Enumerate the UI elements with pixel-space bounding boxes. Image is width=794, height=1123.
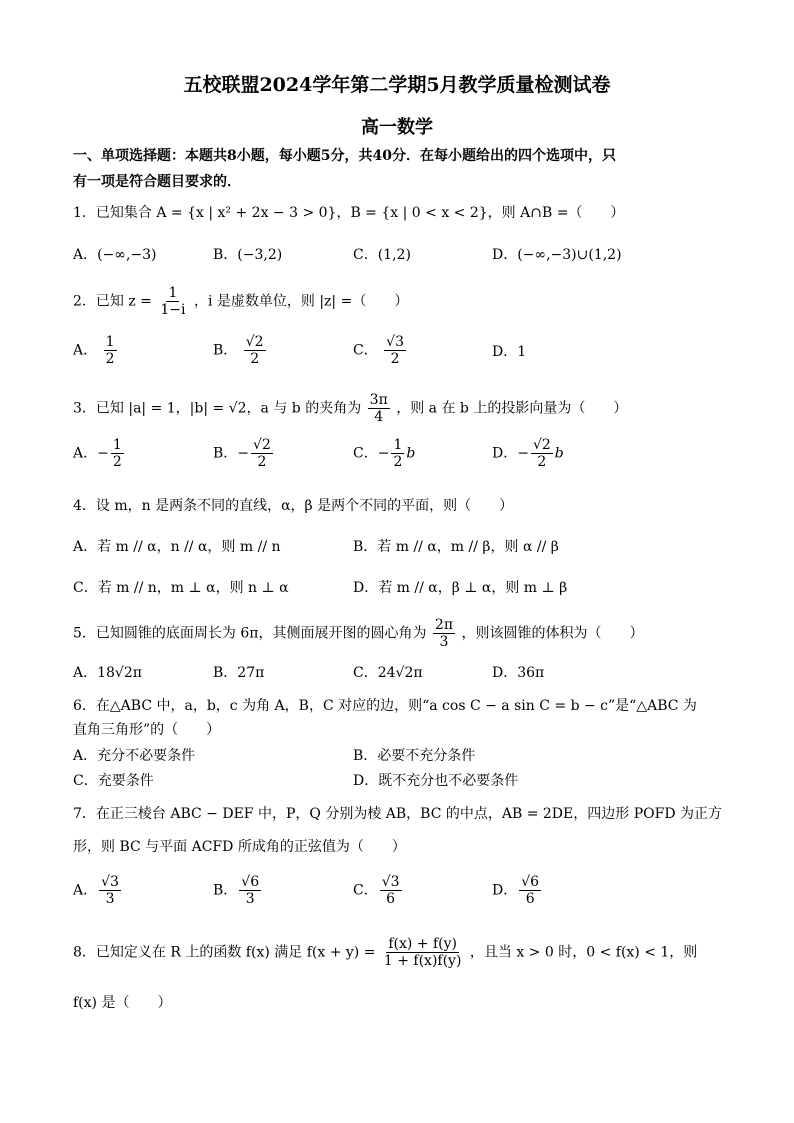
q3-option-a-den: 2 bbox=[112, 454, 122, 470]
q7-stem-line1: 7．在正三棱台 ABC − DEF 中，P，Q 分别为棱 AB，BC 的中点，AB = 2DE，四边形 POFD 为正方 bbox=[73, 806, 722, 822]
q2-option-c-den: 2 bbox=[390, 351, 400, 367]
q1-option-c: C．(1,2) bbox=[353, 247, 411, 263]
q2-option-c bbox=[353, 334, 408, 367]
q8-stem bbox=[73, 936, 697, 969]
q7-option-b-den: 3 bbox=[245, 891, 255, 907]
q3-option-b-num: √2 bbox=[253, 437, 271, 453]
q2-option-b-label: B． bbox=[213, 342, 238, 359]
q7-option-c-den: 6 bbox=[386, 891, 396, 907]
q3-option-c-den: 2 bbox=[393, 454, 403, 470]
q6-option-d: D．既不充分也不必要条件 bbox=[353, 773, 519, 789]
q2-option-b-frac bbox=[244, 334, 266, 367]
q4-option-b: B．若 m // α，m // β，则 α // β bbox=[353, 539, 559, 555]
q3-option-d-num: √2 bbox=[532, 437, 551, 453]
q7-option-a bbox=[73, 874, 123, 907]
q2-option-a-label: A． bbox=[73, 342, 98, 359]
q3-option-a bbox=[73, 437, 126, 470]
q2-option-d: D．1 bbox=[492, 344, 527, 360]
q2-option-a-den: 2 bbox=[105, 351, 115, 367]
q6-stem-line2: 直角三角形”的（ ） bbox=[73, 722, 221, 738]
q3-stem-part1: 3．已知 |a| = 1，|b| = √2，a 与 b 的夹角为 bbox=[73, 400, 362, 417]
q3-option-d-frac bbox=[531, 437, 553, 470]
q5-option-d: D．36π bbox=[492, 665, 545, 681]
q5-stem-part1: 5．已知圆锥的底面周长为 6π，其侧面展开图的圆心角为 bbox=[73, 625, 427, 642]
q3-option-d bbox=[492, 437, 564, 470]
q2-option-c-frac bbox=[384, 334, 406, 367]
q7-option-d-label: D． bbox=[492, 882, 518, 899]
q7-option-a-num: √3 bbox=[101, 874, 119, 890]
q2-fraction bbox=[158, 285, 187, 318]
q3-stem bbox=[73, 392, 627, 425]
q2-option-b-num: √2 bbox=[245, 334, 264, 350]
q5-fraction-den: 3 bbox=[439, 634, 449, 650]
q1-stem: 1．已知集合 A = {x | x² + 2x − 3 > 0}，B = {x | 0 < x < 2}，则 A∩B =（ ） bbox=[73, 205, 625, 221]
q3-stem-part2: ，则 a 在 b 上的投影向量为（ ） bbox=[396, 400, 628, 417]
exam-subject: 高一数学 bbox=[361, 117, 433, 138]
q3-option-d-label: D．− bbox=[492, 445, 529, 462]
q7-option-c-frac bbox=[380, 874, 402, 907]
q3-option-d-tail: b bbox=[554, 445, 564, 462]
q7-option-a-den: 3 bbox=[105, 891, 115, 907]
q4-option-a: A．若 m // α，n // α，则 m // n bbox=[73, 539, 281, 555]
q7-option-d-den: 6 bbox=[525, 891, 535, 907]
q8-fraction-den: 1 + f(x)f(y) bbox=[383, 953, 462, 969]
q8-fraction bbox=[382, 936, 464, 969]
q4-option-d: D．若 m // α，β ⊥ α，则 m ⊥ β bbox=[353, 580, 568, 596]
q7-option-b-label: B． bbox=[213, 882, 238, 899]
q3-option-d-den: 2 bbox=[537, 454, 547, 470]
q7-option-d-num: √6 bbox=[521, 874, 540, 890]
q2-option-c-label: C． bbox=[353, 342, 378, 359]
q8-fraction-num: f(x) + f(y) bbox=[388, 936, 457, 952]
q5-option-c: C．24√2π bbox=[353, 665, 423, 681]
q2-stem bbox=[73, 285, 408, 318]
q5-fraction bbox=[433, 617, 455, 650]
q7-option-b-num: √6 bbox=[241, 874, 260, 890]
q3-option-c-frac bbox=[391, 437, 404, 470]
q5-option-a: A．18√2π bbox=[73, 665, 142, 681]
q5-fraction-num: 2π bbox=[434, 617, 454, 633]
q5-option-b: B．27π bbox=[213, 665, 265, 681]
q2-stem-part2: ，i 是虚数单位，则 |z| =（ ） bbox=[193, 293, 409, 310]
q1-option-d: D．(−∞,−3)∪(1,2) bbox=[492, 247, 622, 263]
exam-title: 五校联盟2024学年第二学期5月教学质量检测试卷 bbox=[183, 74, 611, 96]
q3-option-c bbox=[353, 437, 415, 470]
q3-option-c-label: C．− bbox=[353, 445, 390, 462]
q7-option-a-frac bbox=[99, 874, 121, 907]
q3-option-c-num: 1 bbox=[393, 437, 403, 453]
q2-stem-part1: 2．已知 z = bbox=[73, 293, 152, 310]
q3-option-c-tail: b bbox=[406, 445, 416, 462]
q7-option-c-num: √3 bbox=[381, 874, 400, 890]
q3-fraction-num: 3π bbox=[369, 392, 388, 408]
q7-option-b-frac bbox=[239, 874, 261, 907]
q8-stem-line2: f(x) 是（ ） bbox=[73, 995, 172, 1011]
q3-option-b-label: B．− bbox=[213, 445, 250, 462]
q8-stem-part1: 8．已知定义在 R 上的函数 f(x) 满足 f(x + y) = bbox=[73, 944, 376, 961]
q3-option-a-label: A．− bbox=[73, 445, 109, 462]
q2-fraction-den: 1−i bbox=[160, 302, 186, 318]
q2-option-a-num: 1 bbox=[105, 334, 115, 350]
section-heading-line2: 有一项是符合题目要求的． bbox=[73, 174, 241, 190]
section-heading-line1: 一、单项选择题：本题共8小题，每小题5分，共40分．在每小题给出的四个选项中，只 bbox=[73, 148, 616, 164]
q3-option-b bbox=[213, 437, 275, 470]
q2-option-b bbox=[213, 334, 268, 367]
q7-stem-line2: 形，则 BC 与平面 ACFD 所成角的正弦值为（ ） bbox=[73, 839, 406, 855]
q4-stem: 4．设 m，n 是两条不同的直线，α，β 是两个不同的平面，则（ ） bbox=[73, 498, 514, 514]
q2-fraction-num: 1 bbox=[168, 285, 178, 301]
q3-fraction-den: 4 bbox=[374, 409, 384, 425]
q6-option-b: B．必要不充分条件 bbox=[353, 748, 476, 764]
q3-option-a-num: 1 bbox=[112, 437, 122, 453]
q5-stem bbox=[73, 617, 643, 650]
q7-option-c bbox=[353, 874, 404, 907]
q7-option-d-frac bbox=[519, 874, 541, 907]
q3-option-b-frac bbox=[251, 437, 273, 470]
q2-option-a bbox=[73, 334, 119, 367]
q6-option-c: C．充要条件 bbox=[73, 773, 154, 789]
q2-option-c-num: √3 bbox=[386, 334, 404, 350]
q7-option-a-label: A． bbox=[73, 882, 98, 899]
q3-option-a-frac bbox=[111, 437, 124, 470]
q6-stem-line1: 6．在△ABC 中，a，b，c 为角 A，B，C 对应的边，则“a cos C − a sin C = b − c”是“△ABC 为 bbox=[73, 698, 697, 714]
q7-option-d bbox=[492, 874, 543, 907]
q6-option-a: A．充分不必要条件 bbox=[73, 748, 196, 764]
q7-option-b bbox=[213, 874, 263, 907]
q3-option-b-den: 2 bbox=[257, 454, 267, 470]
q2-option-b-den: 2 bbox=[250, 351, 260, 367]
q2-option-a-frac bbox=[104, 334, 117, 367]
q8-stem-part2: ，且当 x > 0 时，0 < f(x) < 1，则 bbox=[469, 944, 698, 961]
q4-option-c: C．若 m // n，m ⊥ α，则 n ⊥ α bbox=[73, 580, 289, 596]
q3-fraction bbox=[368, 392, 390, 425]
q5-stem-part2: ，则该圆锥的体积为（ ） bbox=[461, 625, 644, 642]
q1-option-a: A．(−∞,−3) bbox=[73, 247, 157, 263]
q1-option-b: B．(−3,2) bbox=[213, 247, 283, 263]
q7-option-c-label: C． bbox=[353, 882, 378, 899]
